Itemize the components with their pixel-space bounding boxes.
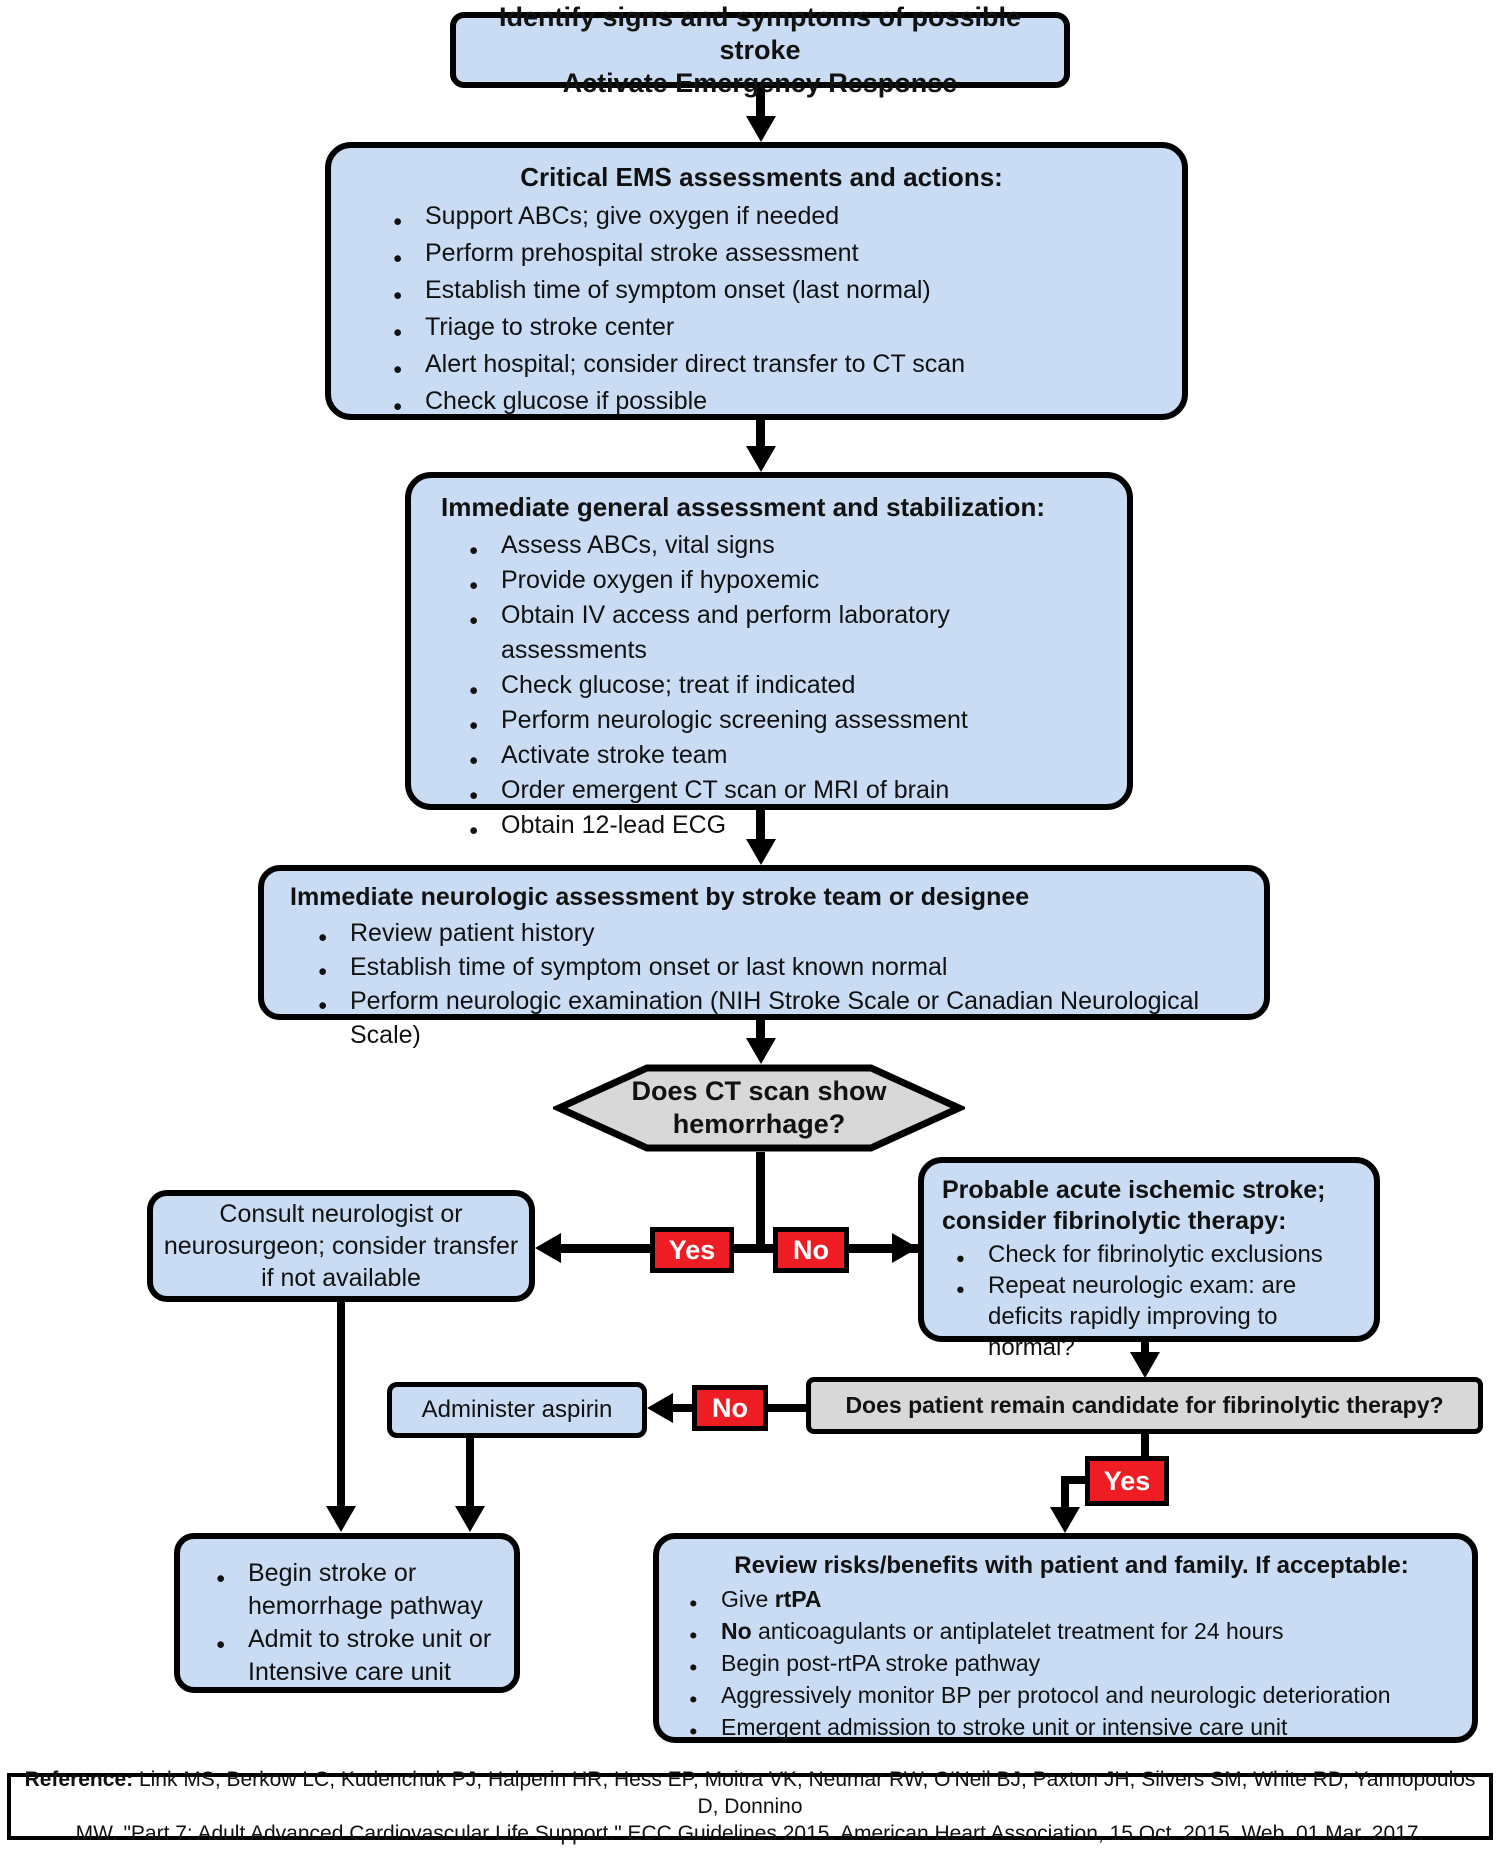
ct-hemorrhage-decision (553, 1064, 965, 1152)
aspirin-box (387, 1382, 647, 1438)
rtpa-box-title: Review risks/benefits with patient and family. If acceptable: (734, 1552, 1409, 1579)
bullet-item: ● Check for fibrinolytic exclusions (956, 1239, 1352, 1270)
stroke-unit-bullet-list (216, 1557, 504, 1689)
label-no-ct (773, 1227, 849, 1273)
rtpa-box (653, 1533, 1478, 1743)
reference-line1: Link MS, Berkow LC, Kudenchuk PJ, Halperin HR, Hess EP, Moitra VK, Neumar RW, O'Neil BJ, Paxton JH, Silvers SM, White RD, Yannopoulos D, Donnino (133, 1768, 1476, 1818)
rtpa-bullet-list (681, 1583, 1462, 1743)
bullet-item: ● Check glucose; treat if indicated (469, 668, 1099, 703)
ischemic-stroke-box (918, 1157, 1380, 1361)
start-box (450, 1, 1070, 98)
bullet-item: ● Repeat neurologic exam: are deficits rapidly improving to normal? (956, 1270, 1352, 1363)
reference-footer (7, 1768, 1493, 1845)
label-yes-ct (650, 1227, 734, 1273)
neuro-assessment-box (258, 865, 1270, 1049)
consult-box-text: Consult neurologist or neurosurgeon; consider transfer if not available (163, 1200, 519, 1292)
ems-box-title: Critical EMS assessments and actions: (520, 162, 1003, 192)
bullet-item: ● Begin stroke or hemorrhage pathway (216, 1557, 494, 1623)
ischemic-bullet-list (942, 1239, 1362, 1363)
candidate-yes-elbow-vertical (1061, 1476, 1069, 1509)
candidate-yes-head (1050, 1507, 1080, 1533)
bullet-item: ● Perform neurologic examination (NIH Stroke Scale or Canadian Neurological Scale) (318, 984, 1240, 1052)
ems-bullet-list (365, 198, 1158, 420)
bullet-item: ● Alert hospital; consider direct transfer to CT scan (393, 346, 1148, 383)
aspirin-down-head (455, 1506, 485, 1532)
bullet-item: ● Give rtPA (689, 1583, 1452, 1615)
label-yes-ct-text: Yes (668, 1234, 716, 1265)
candidate-decision-bar (806, 1377, 1483, 1434)
bullet-item: ● Establish time of symptom onset or last known normal (318, 950, 1240, 984)
bullet-item: ● Obtain 12-lead ECG (469, 808, 1099, 843)
reference-label: Reference: (24, 1768, 134, 1791)
arrow-identify-to-ems-head (746, 116, 776, 142)
ct-branch-horizontal-line (550, 1244, 920, 1253)
start-box-text: Identify signs and symptoms of possible stroke Activate Emergency Response (498, 1, 1022, 98)
aspirin-box-text: Administer aspirin (421, 1396, 613, 1423)
general-assessment-box (405, 472, 1133, 839)
bullet-item: ● Begin post-rtPA stroke pathway (689, 1647, 1452, 1679)
bullet-item: ● Order emergent CT scan or MRI of brain (469, 773, 1099, 808)
bullet-item: ● Check glucose if possible (393, 383, 1148, 420)
label-yes-candidate (1085, 1456, 1169, 1506)
bullet-item: ● Establish time of symptom onset (last normal) (393, 272, 1148, 309)
bullet-item: ● Activate stroke team (469, 738, 1099, 773)
stroke-unit-box (174, 1533, 520, 1693)
consult-down-line (337, 1302, 345, 1508)
bullet-item: ● Review patient history (318, 916, 1240, 950)
ischemic-box-title: Probable acute ischemic stroke; consider fibrinolytic therapy: (942, 1176, 1326, 1235)
bullet-item: ● No anticoagulants or antiplatelet treatment for 24 hours (689, 1615, 1452, 1647)
consult-neurologist-box (147, 1190, 535, 1302)
bullet-item: ● Triage to stroke center (393, 309, 1148, 346)
reference-line2: MW. "Part 7: Adult Advanced Cardiovascular Life Support." ECC Guidelines 2015. American Heart Association, 15 Oct. 2015. Web. 01 Mar. 2017. (75, 1822, 1425, 1845)
neuro-bullet-list (290, 916, 1250, 1052)
candidate-no-head (647, 1393, 673, 1423)
ct-decision-text: Does CT scan show hemorrhage? (631, 1076, 887, 1139)
consult-down-head (326, 1506, 356, 1532)
bullet-item: ● Assess ABCs, vital signs (469, 528, 1099, 563)
bullet-item: ● Provide oxygen if hypoxemic (469, 563, 1099, 598)
bullet-item: ● Admit to stroke unit or Intensive care unit (216, 1623, 494, 1689)
arrow-to-ischemic-head (892, 1233, 918, 1263)
bullet-item: ● Support ABCs; give oxygen if needed (393, 198, 1148, 235)
label-no-candidate-text: No (712, 1392, 748, 1423)
label-no-ct-text: No (793, 1234, 829, 1265)
candidate-decision-text: Does patient remain candidate for fibrinolytic therapy? (845, 1392, 1444, 1418)
general-box-title: Immediate general assessment and stabilization: (441, 492, 1045, 522)
label-no-candidate (692, 1385, 768, 1431)
ct-decision-stem-line (756, 1152, 765, 1253)
bullet-item: ● Perform prehospital stroke assessment (393, 235, 1148, 272)
neuro-box-title: Immediate neurologic assessment by stroke team or designee (290, 883, 1030, 911)
arrow-to-consult-head (535, 1233, 561, 1263)
bullet-item: ● Perform neurologic screening assessment (469, 703, 1099, 738)
arrow-ems-to-general-head (746, 446, 776, 472)
ems-assessments-box (325, 142, 1188, 420)
bullet-item: ● Obtain IV access and perform laboratory assessments (469, 598, 1099, 668)
general-bullet-list (441, 528, 1109, 843)
label-yes-candidate-text: Yes (1103, 1465, 1151, 1496)
reference-text (11, 1766, 1489, 1847)
bullet-item: ● Emergent admission to stroke unit or intensive care unit (689, 1711, 1452, 1743)
aspirin-down-line (466, 1438, 474, 1510)
bullet-item: ● Aggressively monitor BP per protocol and neurologic deterioration (689, 1679, 1452, 1711)
